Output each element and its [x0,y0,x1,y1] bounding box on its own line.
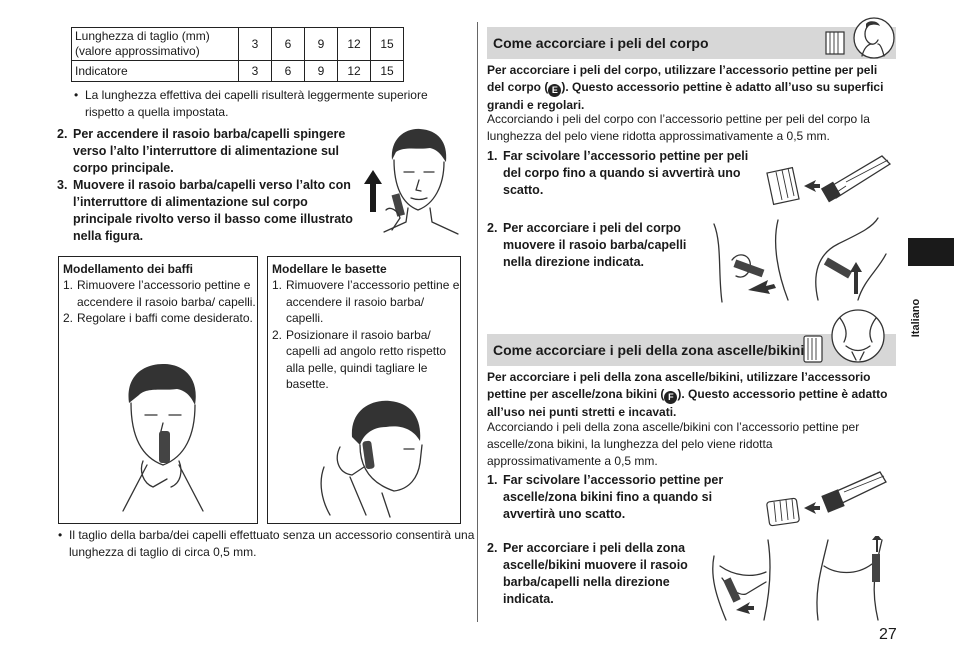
body-trimming-illustration [708,214,898,306]
item-text: Regolare i baffi come desiderato. [77,311,253,325]
attach-bikini-comb-illustration [764,466,896,530]
section1-description: Accorciando i peli del corpo con l’accessorio pettine per peli del corpo la lunghezza del pelo viene ridotta approssimativamente a 0,5 mm. [487,112,870,143]
box-steps [268,277,460,393]
table-cell: 12 [338,28,371,61]
list-item [272,277,460,327]
intro-text: ). Questo accessorio pettine è adatto all’uso su superfici grandi e regolari. [487,80,884,112]
attach-body-comb-illustration [764,146,896,210]
table-cell: 9 [305,61,338,82]
table-cell: 9 [305,28,338,61]
intro-text: Per accorciare i peli del corpo, utilizzare l’accessorio pettine per peli del corpo ( [487,63,878,94]
step-text: Per accorciare i peli della zona ascelle/bikini muovere il rasoio barba/capelli nella direzione indicata. [503,541,688,606]
item-text: Posizionare il rasoio barba/ capelli ad angolo retto rispetto alla pelle, quindi tagliare le basette. [286,327,447,391]
table-row-label-length: Lunghezza di taglio (mm) (valore approssimativo) [72,28,239,61]
column-divider [477,22,478,622]
item-number: 1. [272,278,283,292]
step-number: 1. [487,473,498,487]
box-title: Modellamento dei baffi [63,262,194,276]
step-text: Per accorciare i peli del corpo muovere il rasoio barba/capelli nella direzione indicata. [503,221,687,269]
section2-step-2 [487,540,709,608]
table-row-label-indicator: Indicatore [72,61,239,82]
mustache-illustration [103,361,219,513]
step-number: 2. [487,541,498,555]
list-item [272,327,460,393]
table-cell: 12 [338,61,371,82]
list-item [63,310,257,327]
list-item [63,277,257,310]
accessory-f-badge: F [664,391,677,404]
language-label-text: Italiano [910,298,922,338]
step-text: Far scivolare l’accessorio pettine per peli del corpo fino a quando si avvertirà uno scatto. [503,149,749,197]
step-2 [57,126,355,177]
box-steps [59,277,257,327]
step-text: Far scivolare l’accessorio pettine per ascelle/zona bikini fino a quando si avvertirà uno scatto. [503,473,724,521]
note-no-attachment: • Il taglio della barba/dei capelli effettuato senza un accessorio consentirà una lunghezza di taglio di circa 0,5 mm. [58,527,479,561]
section2-intro-bold [487,369,897,421]
language-tab-marker [908,238,954,266]
step-number: 1. [487,149,498,163]
table-cell: 3 [239,61,272,82]
sideburns-illustration [294,397,434,519]
box-sideburns [267,256,461,524]
box-mustache-trimming [58,256,258,524]
section1-intro-bold [487,62,897,114]
item-number: 1. [63,278,74,292]
item-number: 2. [272,327,283,342]
step-text: Muovere il rasoio barba/capelli verso l’alto con l’interruttore di alimentazione sul corpo principale rivolto verso il basso come illustrato nella figura. [73,178,353,243]
box-title: Modellare le basette [272,262,387,276]
section-title: Come accorciare i peli del corpo [493,35,709,51]
step-text: Per accendere il rasoio barba/capelli spingere verso l’alto l’interruttore di alimentazione sul corpo principale. [73,127,346,175]
accessory-e-badge: E [548,84,561,97]
cut-length-table [71,27,404,82]
bikini-trimming-illustration [706,536,896,622]
section1-step-1 [487,148,757,199]
section1-step-2 [487,220,702,271]
steps-left [57,126,355,245]
section2-description: Accorciando i peli della zona ascelle/bikini con l’accessorio pettine per ascelle/zona bikini, la lunghezza del pelo viene ridotta approssimativamente a 0,5 mm. [487,420,860,468]
intro-text: Per accorciare i peli della zona ascelle/bikini, utilizzare l’accessorio pettine per ascelle/zona bikini ( [487,370,871,401]
step-number: 3. [57,178,68,192]
step-3 [57,177,355,245]
section2-step-1 [487,472,747,523]
step-number: 2. [57,127,68,141]
table-cell: 6 [272,28,305,61]
table-cell: 15 [371,28,404,61]
page-number: 27 [879,626,897,643]
item-text: Rimuovere l’accessorio pettine e accendere il rasoio barba/ capelli. [286,278,460,325]
item-number: 2. [63,311,74,325]
step-number: 2. [487,221,498,235]
table-cell: 6 [272,61,305,82]
item-text: Rimuovere l’accessorio pettine e accendere il rasoio barba/ capelli. [77,278,256,309]
body-hair-icon [824,16,896,60]
language-label [906,296,926,340]
table-cell: 15 [371,61,404,82]
intro-text: ). Questo accessorio pettine è adatto all’uso nei punti stretti e incavati. [487,387,888,419]
bikini-zone-icon [800,308,892,366]
note-length: • La lunghezza effettiva dei capelli risulterà leggermente superiore rispetto a quella impostata. [74,87,465,121]
man-trimmer-illustration [360,124,472,242]
table-cell: 3 [239,28,272,61]
section-title: Come accorciare i peli della zona ascelle/bikini [493,342,805,358]
